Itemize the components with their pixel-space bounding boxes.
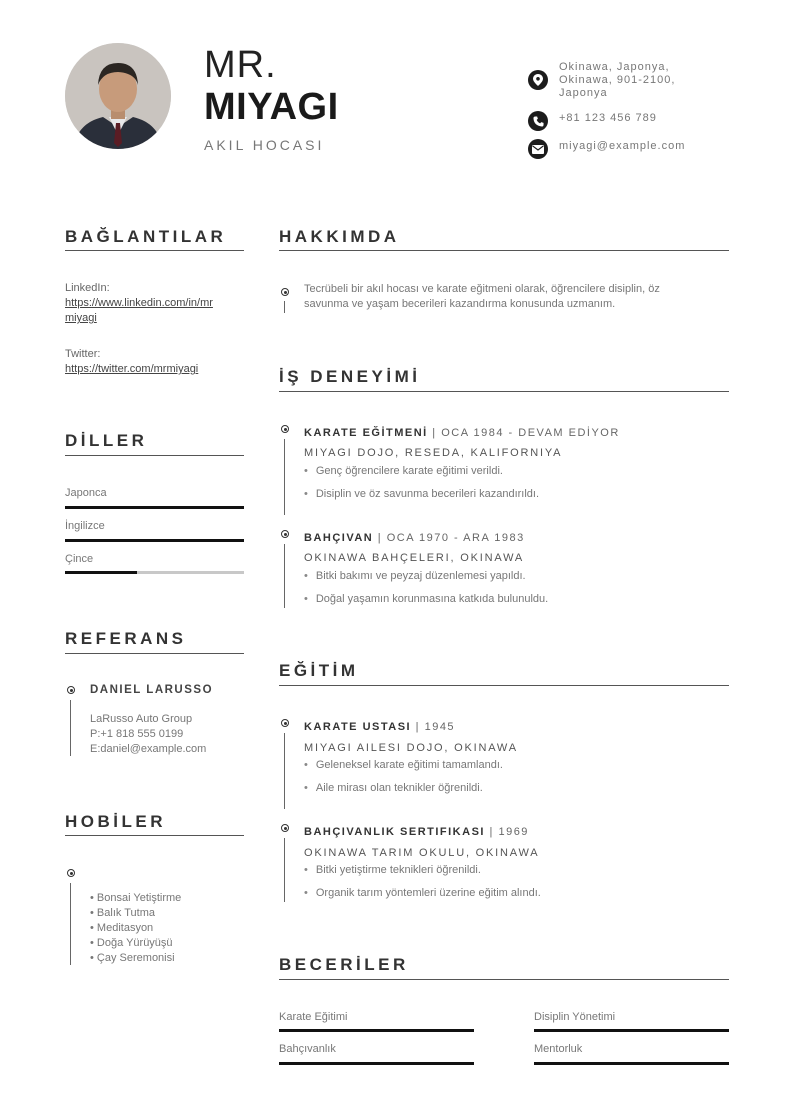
- experience-heading: KARATE EĞİTMENİ | OCA 1984 - DEVAM EDİYOR: [304, 427, 620, 439]
- timeline-line: [284, 301, 285, 313]
- language-label: Japonca: [65, 487, 107, 499]
- languages-divider: [65, 455, 244, 456]
- experience-org: MIYAGI DOJO, RESEDA, KALIFORNIYA: [304, 447, 563, 459]
- profile-photo: [65, 43, 171, 149]
- reference-company: LaRusso Auto Group: [90, 713, 193, 725]
- about-line: savunma ve yaşam becerileri kazandırma konusunda uzmanım.: [304, 298, 616, 310]
- education-bullet: • Aile mirası olan teknikler öğrenildi.: [304, 782, 483, 794]
- education-date: 1945: [424, 721, 456, 733]
- experience-org: OKINAWA BAHÇELERI, OKINAWA: [304, 552, 524, 564]
- skill-bar-fill: [534, 1062, 729, 1065]
- name-main: MIYAGI: [204, 86, 339, 128]
- email-address: miyagi@example.com: [559, 140, 686, 152]
- hobby-text: Bonsai Yetiştirme: [96, 892, 182, 904]
- education-heading: KARATE USTASI | 1945: [304, 721, 456, 733]
- language-bar: [65, 506, 244, 509]
- education-date: 1969: [498, 826, 529, 838]
- education-title-text: BAHÇIVANLIK SERTIFIKASI: [304, 826, 485, 838]
- address-line: Okinawa, Japonya,: [559, 61, 670, 73]
- timeline-line: [70, 700, 71, 756]
- education-org: MIYAGI AILESI DOJO, OKINAWA: [304, 742, 518, 754]
- references-title: REFERANS: [65, 629, 187, 648]
- phone-number: +81 123 456 789: [559, 112, 657, 124]
- timeline-line: [284, 733, 285, 809]
- name-prefix: MR.: [204, 44, 277, 86]
- address-line: Okinawa, 901-2100,: [559, 74, 676, 86]
- linkedin-link[interactable]: [65, 296, 213, 326]
- skill-bar: [534, 1029, 729, 1032]
- reference-name: DANIEL LARUSSO: [90, 684, 214, 696]
- education-title: EĞİTİM: [279, 661, 359, 680]
- links-title: BAĞLANTILAR: [65, 227, 227, 246]
- hobby-list: [90, 891, 181, 966]
- skill-bar: [534, 1062, 729, 1065]
- links-divider: [65, 250, 244, 251]
- experience-heading: BAHÇIVAN | OCA 1970 - ARA 1983: [304, 532, 525, 544]
- experience-divider: [279, 391, 729, 392]
- address: [559, 61, 675, 100]
- language-bar-fill: [65, 506, 244, 509]
- experience-bullet: • Doğal yaşamın korunmasına katkıda bulunuldu.: [304, 593, 548, 605]
- skill-label: Disiplin Yönetimi: [534, 1011, 616, 1023]
- skill-label: Karate Eğitimi: [279, 1011, 348, 1023]
- education-bullet: • Bitki yetiştirme teknikleri öğrenildi.: [304, 864, 481, 876]
- experience-date: OCA 1984 - DEVAM EDİYOR: [441, 427, 620, 439]
- reference-phone: P:+1 818 555 0199: [90, 728, 184, 740]
- hobby-text: Doğa Yürüyüşü: [96, 937, 173, 949]
- language-label: Çince: [65, 553, 94, 565]
- experience-title-text: BAHÇIVAN: [304, 532, 374, 544]
- timeline-dot: [67, 686, 75, 694]
- timeline-line: [284, 439, 285, 515]
- timeline-dot: [281, 719, 289, 727]
- hobby-text: Çay Seremonisi: [96, 952, 175, 964]
- address-line: Japonya: [559, 87, 608, 99]
- reference-email: E:daniel@example.com: [90, 743, 207, 755]
- references-divider: [65, 653, 244, 654]
- experience-bullet: • Genç öğrencilere karate eğitimi verildi.: [304, 465, 503, 477]
- timeline-dot: [281, 288, 289, 296]
- timeline-dot: [67, 869, 75, 877]
- hobby-item: • Çay Seremonisi: [90, 952, 175, 964]
- email-icon: [528, 139, 548, 159]
- job-role: AKIL HOCASI: [204, 137, 325, 153]
- skill-label: Bahçıvanlık: [279, 1043, 336, 1055]
- skills-divider: [279, 979, 729, 980]
- language-bar-fill: [65, 571, 137, 574]
- timeline-dot: [281, 425, 289, 433]
- skills-title: BECERİLER: [279, 955, 409, 974]
- skill-bar-fill: [279, 1029, 474, 1032]
- education-org: OKINAWA TARIM OKULU, OKINAWA: [304, 847, 540, 859]
- timeline-dot: [281, 824, 289, 832]
- education-title-text: KARATE USTASI: [304, 721, 412, 733]
- skill-bar: [279, 1062, 474, 1065]
- about-text: [304, 282, 660, 312]
- linkedin-label: LinkedIn:: [65, 282, 110, 294]
- hobby-item: • Bonsai Yetiştirme: [90, 892, 182, 904]
- hobby-text: Balık Tutma: [96, 907, 155, 919]
- hobbies-divider: [65, 835, 244, 836]
- linkedin-url-line[interactable]: https://www.linkedin.com/in/mr: [65, 297, 213, 309]
- hobby-item: • Doğa Yürüyüşü: [90, 937, 173, 949]
- linkedin-url-line[interactable]: miyagi: [65, 312, 97, 324]
- education-bullet: • Organik tarım yöntemleri üzerine eğitim alındı.: [304, 887, 541, 899]
- timeline-line: [284, 544, 285, 608]
- timeline-dot: [281, 530, 289, 538]
- skill-bar-fill: [279, 1062, 474, 1065]
- experience-bullet: • Bitki bakımı ve peyzaj düzenlemesi yapıldı.: [304, 570, 526, 582]
- location-icon: [528, 70, 548, 90]
- language-label: İngilizce: [65, 520, 105, 532]
- phone-icon: [528, 111, 548, 131]
- education-bullet: • Geleneksel karate eğitimi tamamlandı.: [304, 759, 503, 771]
- language-bar: [65, 539, 244, 542]
- twitter-link[interactable]: https://twitter.com/mrmiyagi: [65, 363, 199, 375]
- skill-bar-fill: [534, 1029, 729, 1032]
- education-divider: [279, 685, 729, 686]
- about-divider: [279, 250, 729, 251]
- languages-title: DİLLER: [65, 431, 148, 450]
- about-line: Tecrübeli bir akıl hocası ve karate eğitmeni olarak, öğrencilere disiplin, öz: [304, 283, 660, 295]
- experience-bullet: • Disiplin ve öz savunma becerileri kazandırıldı.: [304, 488, 539, 500]
- hobby-text: Meditasyon: [96, 922, 154, 934]
- about-title: HAKKIMDA: [279, 227, 400, 246]
- hobby-item: • Meditasyon: [90, 922, 154, 934]
- experience-date: OCA 1970 - ARA 1983: [386, 532, 525, 544]
- hobbies-title: HOBİLER: [65, 812, 166, 831]
- education-heading: BAHÇIVANLIK SERTIFIKASI | 1969: [304, 826, 529, 838]
- experience-title-text: KARATE EĞİTMENİ: [304, 427, 428, 439]
- timeline-line: [284, 838, 285, 902]
- timeline-line: [70, 883, 71, 965]
- language-bar-fill: [65, 539, 244, 542]
- twitter-label: Twitter:: [65, 348, 101, 360]
- experience-title: İŞ DENEYİMİ: [279, 367, 421, 386]
- language-bar: [65, 571, 244, 574]
- skill-label: Mentorluk: [534, 1043, 583, 1055]
- hobby-item: • Balık Tutma: [90, 907, 155, 919]
- reference-details: [90, 712, 206, 757]
- skill-bar: [279, 1029, 474, 1032]
